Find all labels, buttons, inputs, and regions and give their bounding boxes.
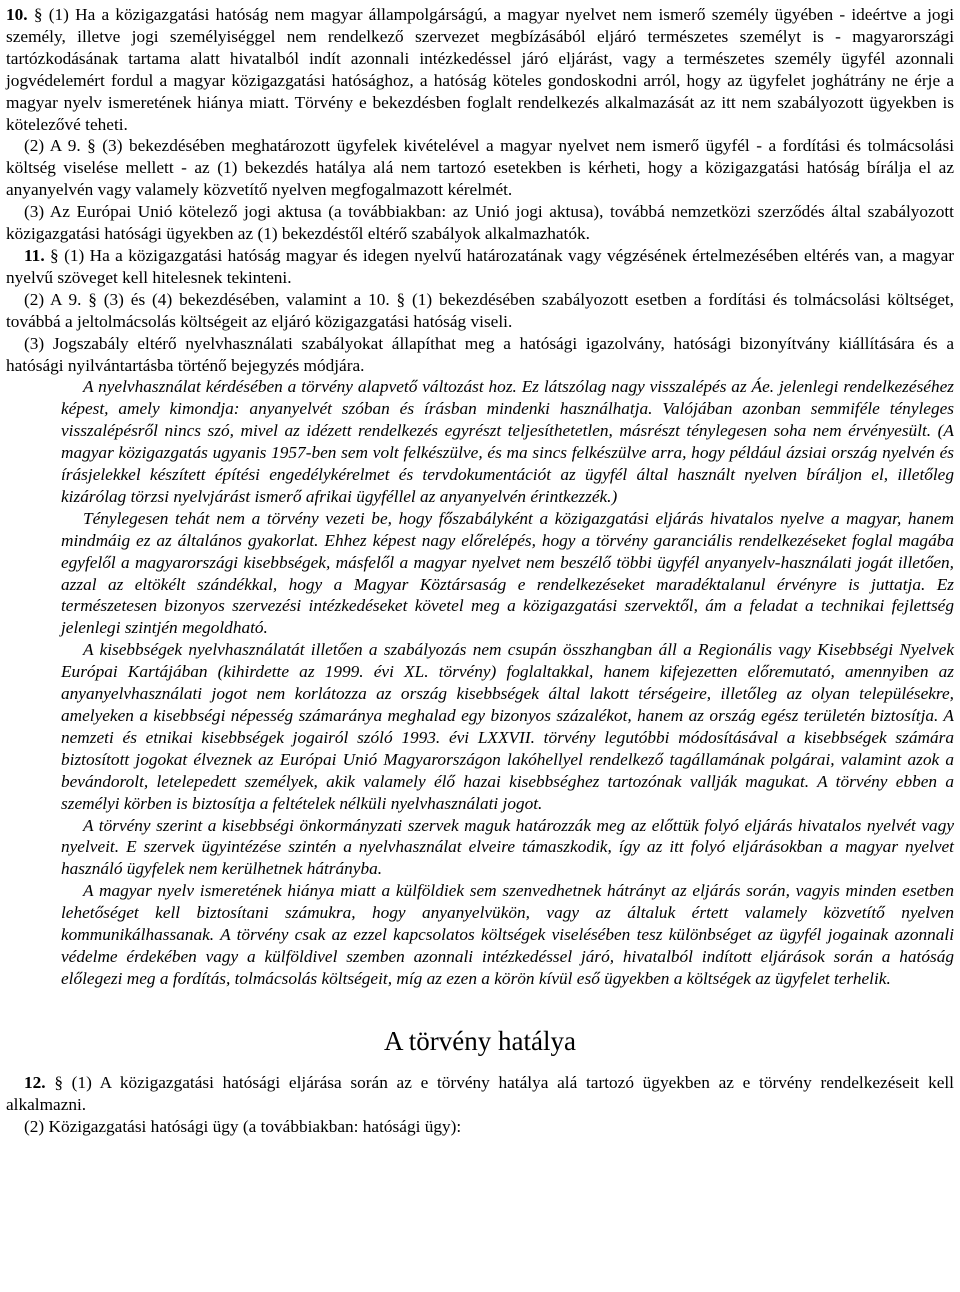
- section-number: 12.: [24, 1072, 46, 1092]
- commentary-block: [6, 376, 954, 989]
- section-heading: A törvény hatálya: [384, 1025, 576, 1056]
- section-10-para-2: (2) A 9. § (3) bekezdésében meghatározott ügyfelek kivételével a magyar nyelvet nem ismerő ügyfél - a fordítási és tolmácsolási költség viselése mellett - az (1) bekezdés hatálya alá nem tartozó esetekben is kérheti, hogy a közigazgatási hatóság bírálja el az anyanyelvén vagy valamely közvetítő nyelven megfogalmazott kérelmét.: [6, 136, 954, 200]
- section-number: 10.: [6, 5, 28, 24]
- section-12-para-1: 12. § (1) A közigazgatási hatósági eljárása során az e törvény hatálya alá tartozó ügyekben az e törvény rendelkezéseit kell alkalmazni.: [6, 1072, 954, 1114]
- section-10-para-1: 10. § (1) Ha a közigazgatási hatóság nem magyar állampolgárságú, a magyar nyelvet nem ismerő személy ügyében - ideértve a jogi személy, illetve jogi személyiséggel nem rendelkező szervezet megbízásából eljáró természetes személyt is - magyarországi tartózkodásának tartama alatt hivatalból indít azonnali intézkedéssel járó eljárást, vagy a természetes személy ügyfél azonnali jogvédelemért fordul a magyar közigazgatási hatósághoz, a hatóság köteles gondoskodni arról, hogy az ügyfelet joghátrány ne érje a magyar nyelv ismeretének hiánya miatt. Törvény e bekezdésben foglalt rendelkezés alkalmazását az itt nem szabályozott ügyekben is kötelezővé teheti.: [6, 5, 954, 134]
- commentary-paragraph: A nyelvhasználat kérdésében a törvény alapvető változást hoz. Ez látszólag nagy visszalépés az Áe. jelenlegi rendelkezéséhez képest, amely kimondja: anyanyelvét szóban és írásban mindenki használhatja. Valójában azonban semmiféle tényleges visszalépésről nincs szó, mivel az idézett rendelkezés egyrészt teljesíthetetlen, másrészt ténylegesen soha nem érvényesült. (A magyar közigazgatás ugyanis 1957-ben sem volt felkészülve, és ma sincs felkészülve arra, hogy például ázsiai ország nyelvén és írásjelekkel készített építési engedélykérelmet és tervdokumentációt az ügyfél által használt nyelven bíráljon el, illetőleg kizárólag törzsi nyelvjárást ismerő afrikai ügyféllel az anyanyelvén érintkezzék.): [61, 377, 954, 506]
- commentary-paragraph: A törvény szerint a kisebbségi önkormányzati szervek maguk határozzák meg az előttük folyó eljárás hivatalos nyelvét vagy nyelveit. E szervek ügyintézése szintén a nyelvhasználat elveire támaszkodik, így az itt folyó eljárásokban a magyar nyelvet használó ügyfelek nem kerülhetnek hátrányba.: [61, 815, 954, 879]
- section-11-para-3: (3) Jogszabály eltérő nyelvhasználati szabályokat állapíthat meg a hatósági igazolvány, hatósági bizonyítvány kiállítására és a hatósági nyilvántartásba történő bejegyzés módjára.: [6, 333, 954, 375]
- section-10-para-3: (3) Az Európai Unió kötelező jogi aktusa (a továbbiakban: az Unió jogi aktusa), továbbá nemzetközi szerződés által szabályozott közigazgatási hatósági ügyekben az (1) bekezdéstől eltérő szabályok alkalmazhatók.: [6, 202, 954, 244]
- section-11-para-2: (2) A 9. § (3) és (4) bekezdésében, valamint a 10. § (1) bekezdésében szabályozott esetben a fordítási és tolmácsolási költséget, továbbá a jeltolmácsolás költségeit az eljáró közigazgatási hatóság viseli.: [6, 289, 954, 331]
- section-12-para-2: (2) Közigazgatási hatósági ügy (a továbbiakban: hatósági ügy):: [24, 1116, 462, 1136]
- section-11-para-1: 11. § (1) Ha a közigazgatási hatóság magyar és idegen nyelvű határozatának vagy végzésének értelmezésében eltérés van, a magyar nyelvű szöveget kell hitelesnek tekinteni.: [6, 245, 954, 287]
- commentary-paragraph: A magyar nyelv ismeretének hiánya miatt a külföldiek sem szenvedhetnek hátrányt az eljárás során, vagyis minden esetben lehetőséget kell biztosítani számukra, hogy anyanyelvükön, vagy az általuk értett valamely közvetítő nyelven kommunikálhassanak. A törvény csak az ezzel kapcsolatos költségek viselésében tesz különbséget az ügyfél jogainak azonnali védelme érdekében vagy a külföldivel szemben azonnali intézkedéssel járó, hivatalból indított eljárások során a hatóság előlegezi meg a fordítás, tolmácsolás költségeit, míg az ezen a körön kívül eső ügyekben a költségek az ügyfelet terhelik.: [61, 881, 954, 988]
- commentary-paragraph: A kisebbségek nyelvhasználatát illetően a szabályozás nem csupán összhangban áll a Regionális vagy Kisebbségi Nyelvek Európai Kartájában (kihirdette az 1999. évi XL. törvény) foglaltakkal, hanem kifejezetten előremutató, amennyiben az anyanyelvhasználati jogot nem korlátozza az ország kisebbségek által lakott térségeire, illetőleg az olyan településekre, amelyeken a kisebbségi népesség számaránya meghalad egy bizonyos százalékot, hanem az ország egész területén biztosítja. A nemzeti és etnikai kisebbségek jogairól szóló 1993. évi LXXVII. törvény legutóbbi módosításával a kisebbségek számára biztosított jogokat élveznek az Európai Unió Magyarországon lakóhellyel rendelkező tagállamának polgárai, valamint azok a bevándorolt, letelepedett személyek, akik valamely élő hazai kisebbséghez tartozónak vallják magukat. A törvény ebben a személyi körben is biztosítja a feltételek nélküli nyelvhasználati jogot.: [61, 640, 954, 813]
- commentary-paragraph: Ténylegesen tehát nem a törvény vezeti be, hogy főszabályként a közigazgatási eljárás hivatalos nyelve a magyar, hanem mindmáig ez az általános gyakorlat. Ehhez képest nagy előrelépés, hogy a törvény garanciális rendelkezéseket foglal magába egyfelől a magyarországi kisebbségek, másfelől a magyar nyelvet nem beszélő többi ügyfél anyanyelv-használati jogát illetően, azzal az eltökélt szándékkal, hogy a Magyar Köztársaság e rendelkezéseket maradéktalanul érvényre is juttatja. Ez természetesen bizonyos szervezési intézkedéseket követel meg a közigazgatási szervektől, ám a feladat a technikai fejlettség jelenlegi szintjén megoldható.: [61, 508, 954, 638]
- section-number: 11.: [24, 245, 45, 265]
